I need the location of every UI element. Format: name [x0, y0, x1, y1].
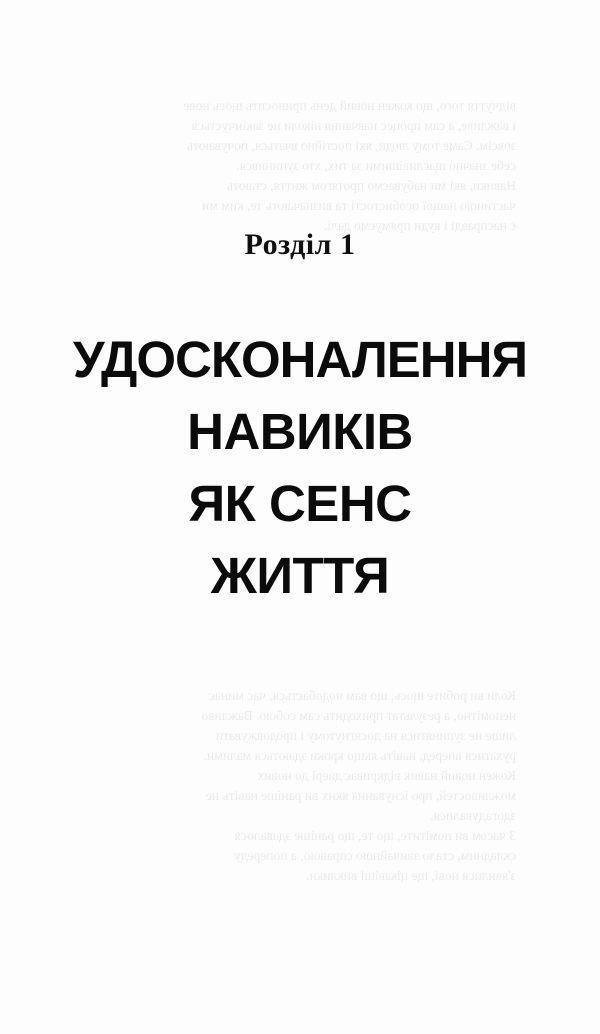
show-through-line: відчуття того, що кожен новий день приносить щось нове	[183, 98, 516, 113]
chapter-title-line: НАВИКІВ	[187, 403, 413, 460]
show-through-line: і важливе, а сам процес навчання ніколи не закінчується	[191, 118, 516, 133]
chapter-number-label: Розділ 1	[244, 228, 356, 261]
show-through-line: З часом ви помітите, що те, що раніше здавалося	[234, 828, 516, 843]
chapter-title-line: ЯК СЕНС	[188, 475, 412, 532]
show-through-line: рухатися вперед, навіть якщо кроки здаються малими.	[203, 748, 516, 763]
show-through-line: непомітно, а результат приходить сам собою. Важливо	[201, 708, 516, 723]
show-through-line: складним, стало звичайною справою, а попереду	[234, 848, 516, 863]
show-through-line: Коли ви робите щось, що вам подобається, час минає	[209, 688, 516, 703]
show-through-line: є насправді і куди прямуємо далі.	[323, 218, 516, 233]
show-through-line: лише не зупинятися на досягнутому і продовжувати	[216, 728, 516, 743]
show-through-line: здогадувалися.	[430, 808, 516, 823]
show-through-line: Кожен новий навик відкриває двері до нових	[257, 768, 516, 783]
show-through-line: з'явилися нові, ще цікавіші виклики.	[306, 868, 516, 883]
show-through-text-top	[0, 96, 600, 236]
chapter-title-line: ЖИТТЯ	[210, 547, 390, 604]
chapter-heading-block	[0, 228, 600, 612]
show-through-line: Навики, які ми набуваємо протягом життя, стають	[226, 178, 516, 193]
show-through-text-bottom	[0, 686, 600, 886]
chapter-title-line: УДОСКОНАЛЕННЯ	[72, 331, 528, 388]
show-through-line: себе значно щасливішими за тих, хто зупинився.	[236, 158, 516, 173]
show-through-line: можливостей, про існування яких ви раніше навіть не	[205, 788, 516, 803]
show-through-line: частиною нашої особистості та визначають те, ким ми	[202, 198, 516, 213]
show-through-line: зовсім. Саме тому люди, які постійно вчаться, почувають	[186, 138, 516, 153]
chapter-title	[0, 324, 600, 612]
